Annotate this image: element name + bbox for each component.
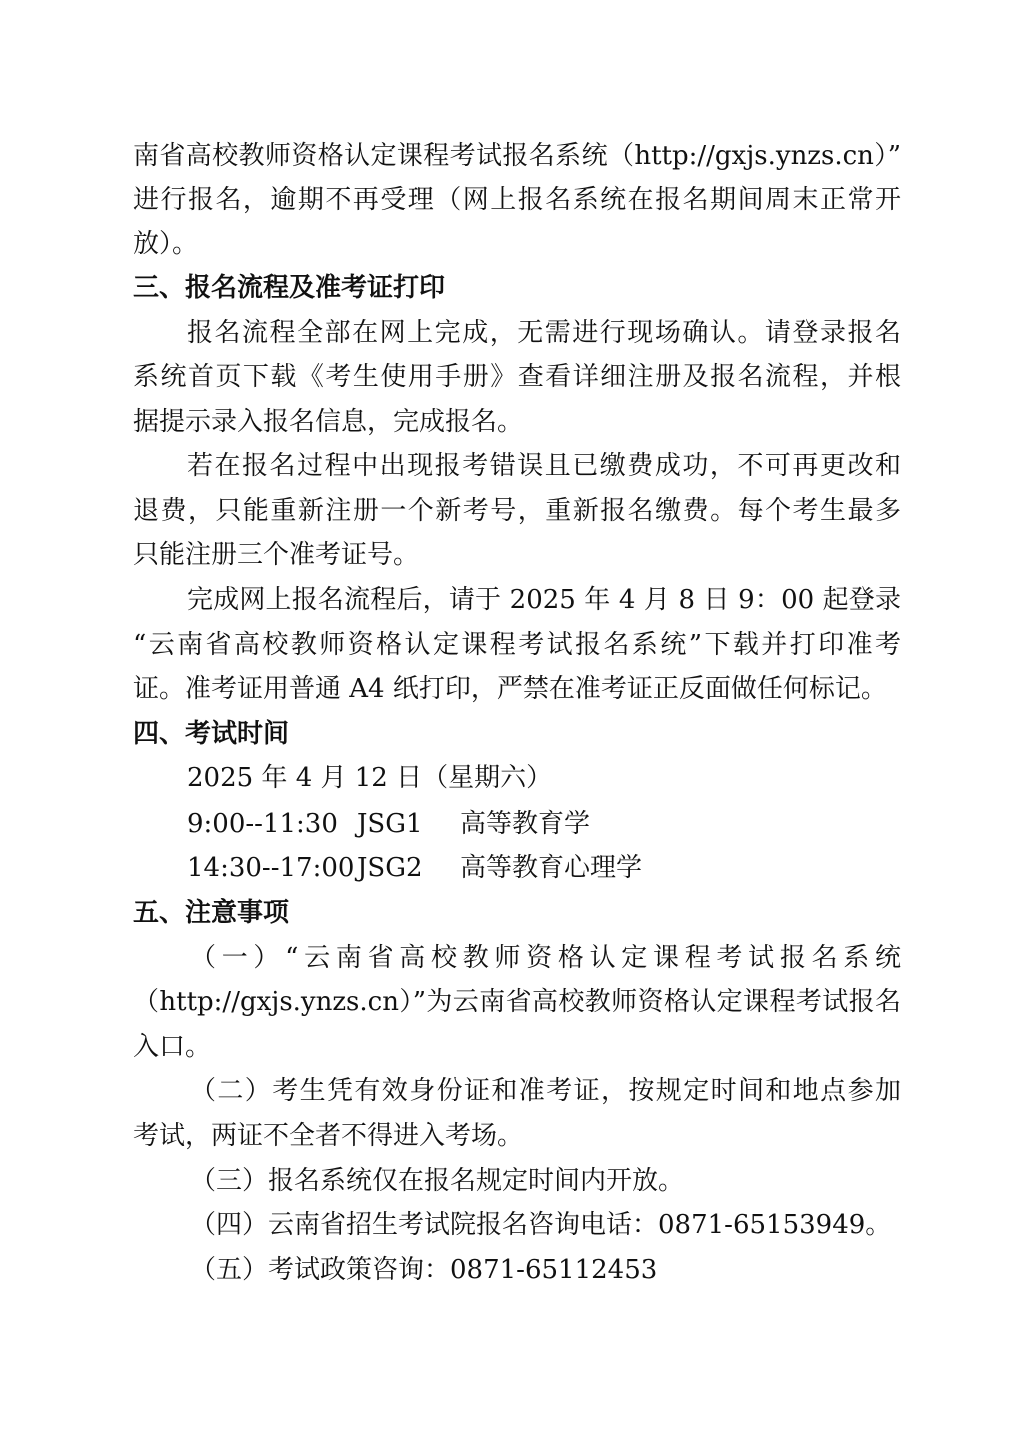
text-line: 退费，只能重新注册一个新考号，重新报名缴费。每个考生最多 <box>133 496 901 526</box>
text-line: （二）考生凭有效身份证和准考证，按规定时间和地点参加 <box>190 1076 901 1106</box>
text-line: 入口。 <box>133 1032 212 1062</box>
text-line: 系统首页下载《考生使用手册》查看详细注册及报名流程，并根 <box>133 362 901 392</box>
notice-5: （五）考试政策咨询：0871-65112453 <box>190 1255 658 1285</box>
text-line: 进行报名，逾期不再受理（网上报名系统在报名期间周末正常开 <box>133 185 901 215</box>
text-line: 若在报名过程中出现报考错误且已缴费成功，不可再更改和 <box>187 451 901 481</box>
schedule-subject: 高等教育学 <box>460 809 591 839</box>
schedule-code: JSG2 <box>357 853 423 883</box>
text-line: 完成网上报名流程后，请于 2025 年 4 月 8 日 9：00 起登录 <box>187 585 901 615</box>
text-line: 据提示录入报名信息，完成报名。 <box>133 407 524 437</box>
text-line: “云南省高校教师资格认定课程考试报名系统”下载并打印准考 <box>133 630 901 660</box>
schedule-time: 9:00--11:30 <box>187 809 338 839</box>
exam-date: 2025 年 4 月 12 日（星期六） <box>187 763 553 793</box>
text-line: （一）“云南省高校教师资格认定课程考试报名系统 <box>190 943 901 973</box>
schedule-code: JSG1 <box>357 809 423 839</box>
text-line: 证。准考证用普通 A4 纸打印，严禁在准考证正反面做任何标记。 <box>133 674 887 704</box>
text-line: 南省高校教师资格认定课程考试报名系统（http://gxjs.ynzs.cn）” <box>133 141 901 171</box>
text-line: 考试，两证不全者不得进入考场。 <box>133 1121 524 1151</box>
text-line: （http://gxjs.ynzs.cn）”为云南省高校教师资格认定课程考试报名 <box>133 987 901 1017</box>
text-line: 报名流程全部在网上完成，无需进行现场确认。请登录报名 <box>187 318 901 348</box>
text-line: 放）。 <box>133 229 199 259</box>
section-heading-5: 五、注意事项 <box>133 898 290 928</box>
schedule-subject: 高等教育心理学 <box>460 853 643 883</box>
section-heading-3: 三、报名流程及准考证打印 <box>133 273 446 303</box>
schedule-time: 14:30--17:00 <box>187 853 355 883</box>
notice-4: （四）云南省招生考试院报名咨询电话：0871-65153949。 <box>190 1210 892 1240</box>
text-line: 只能注册三个准考证号。 <box>133 540 420 570</box>
notice-3: （三）报名系统仅在报名规定时间内开放。 <box>190 1166 685 1196</box>
section-heading-4: 四、考试时间 <box>133 719 290 749</box>
